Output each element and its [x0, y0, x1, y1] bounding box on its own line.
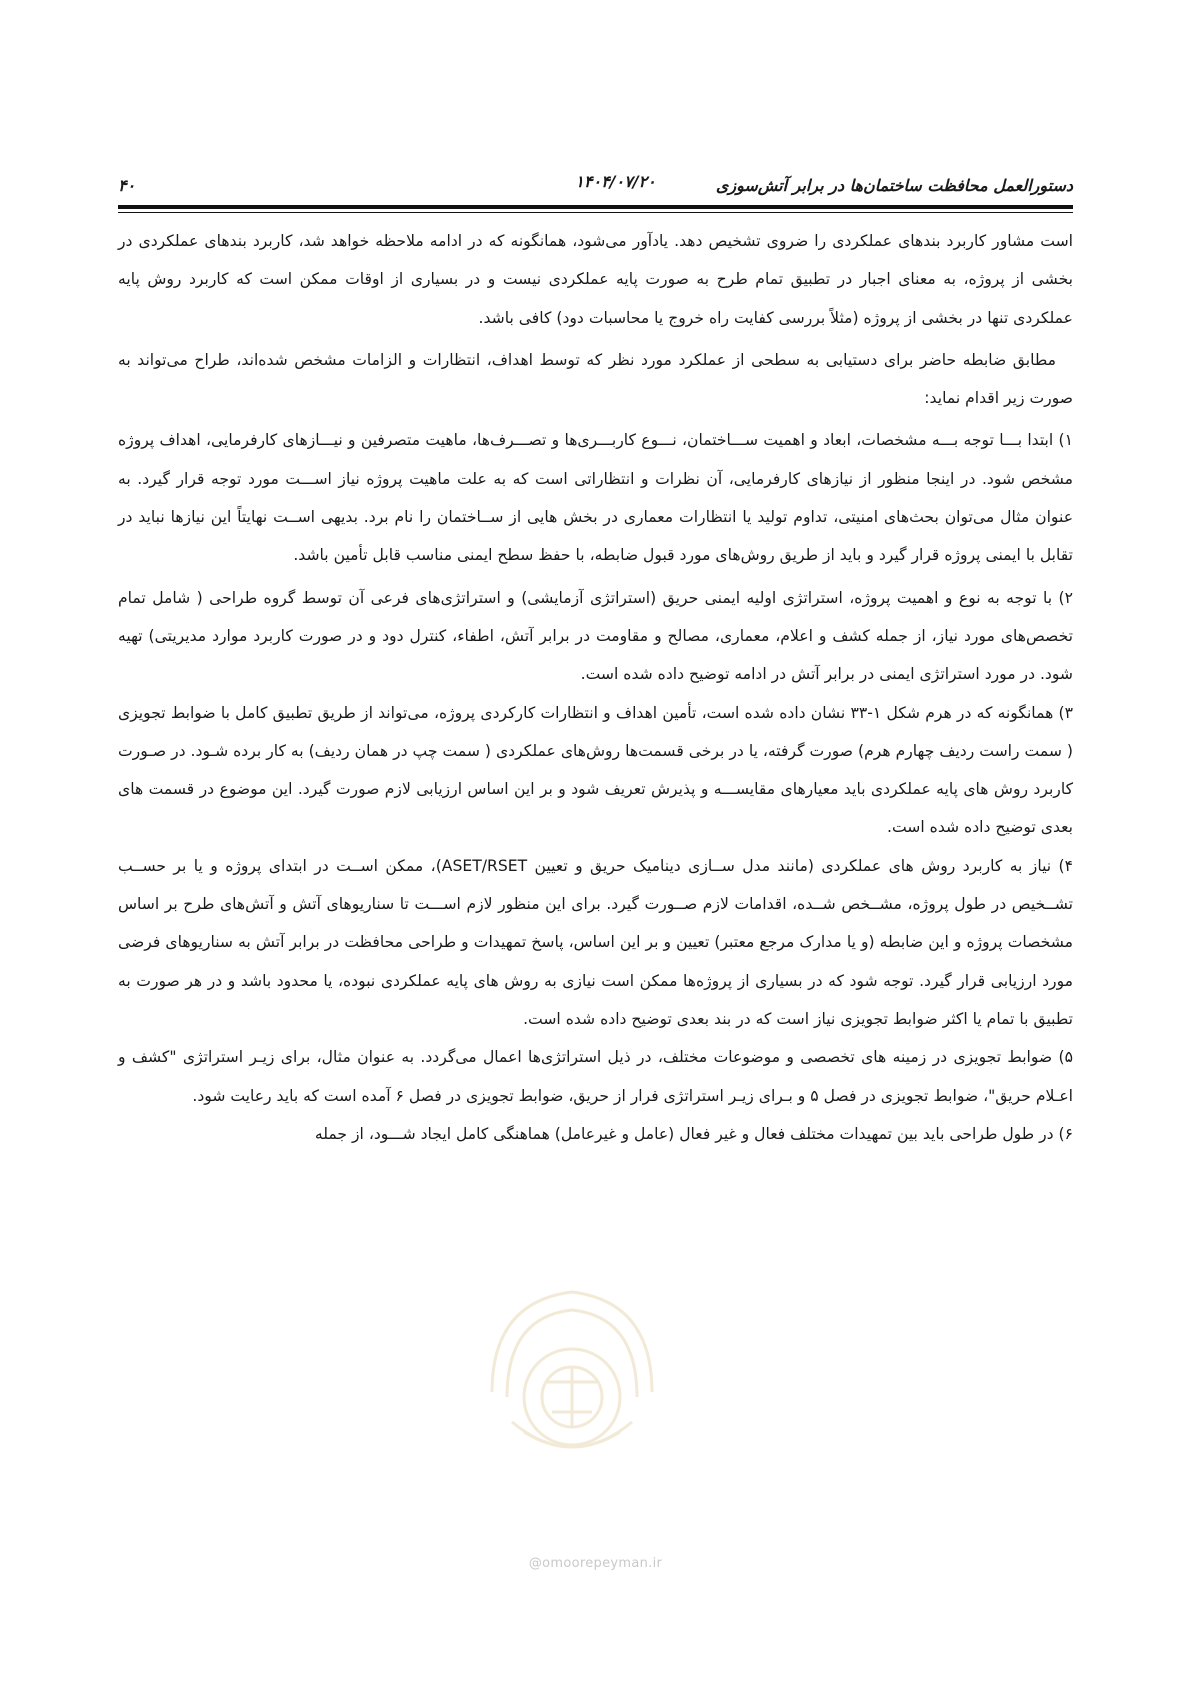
list-item: ۵) ضوابط تجویزی در زمینه های تخصصی و موضوعات مختلف، در ذیل استراتژی‌ها اعمال می‌گردد. به عنوان مثال، برای زیـر استراتژی "کشف و اعـلام حریق"، ضوابط تجویزی در فصل ۵ و بـرای زیـر استراتژی فرار از حریق، ضوابط تجویزی در فصل ۶ آمده است که باید رعایت شود. — [118, 1048, 1073, 1105]
list-item: ۴) نیاز به کاربرد روش های عملکردی (مانند مدل ســازی دینامیک حریق و تعیین ASET/RSET)، ممکن اســت در ابتدای پروژه و یا بر حســب تشــخیص در طول پروژه، مشــخص شــده، اقدامات لازم صــورت گیرد. برای این منظور لازم اســـت تا سناریوهای آتش و آتش‌های طرح بر اساس مشخصات پروژه و این ضابطه (و یا مدارک مرجع معتبر) تعیین و بر این اساس، پاسخ تمهیدات و طراحی محافظت در برابر آتش به سناریوهای فرضی مورد ارزیابی قرار گیرد. توجه شود که در بسیاری از پروژه‌ها ممکن است نیازی به روش های پایه عملکردی نبوده، یا محدود باشد و در هر صورت به تطبیق با تمام یا اکثر ضوابط تجویزی نیاز است که در بند بعدی توضیح داده شده است. — [118, 856, 1074, 1028]
header-title: دستورالعمل محافظت ساختمان‌ها در برابر آتش‌سوزی — [715, 176, 1073, 195]
list-item: ۲) با توجه به نوع و اهمیت پروژه، استراتژی اولیه ایمنی حریق (استراتژی آزمایشی) و استراتژی‌های فرعی آن توسط گروه طراحی ( شامل تمام تخصص‌های مورد نیاز، از جمله کشف و اعلام، معماری، مصالح و مقاومت در برابر آتش، اطفاء، کنترل دود و در صورت کاربرد موارد مدیریتی) تهیه شود. در مورد استراتژی ایمنی در برابر آتش در ادامه توضیح داده شده است. — [118, 588, 1073, 684]
header-rule — [118, 205, 1073, 209]
list-item: ۳) همانگونه که در هرم شکل ۱-۳۳ نشان داده شده است، تأمین اهداف و انتظارات کارکردی پروژه، می‌تواند از طریق تطبیق کامل با ضوابط تجویزی ( سمت راست ردیف چهارم هرم) صورت گرفته، یا در برخی قسمت‌ها روش‌های عملکردی ( سمت چپ در همان ردیف) به کار برده شـود. در صـورت کاربرد روش های پایه عملکردی باید معیارهای مقایســـه و پذیرش تعریف شود و بر این اساس ارزیابی لازم صورت گیرد. این موضوع در قسمت های بعدی توضیح داده شده است. — [118, 703, 1073, 837]
paragraph: است مشاور کاربرد بندهای عملکردی را ضروی تشخیص دهد. یادآور می‌شود، همانگونه که در ادامه ملاحظه خواهد شد، کاربرد بندهای عملکردی در بخشی از پروژه، به معنای اجبار در تطبیق تمام طرح به صورت پایه عملکردی نیست و در بسیاری از اوقات ممکن است که کاربرد روش پایه عملکردی تنها در بخشی از پروژه (مثلاً بررسی کفایت راه خروج یا محاسبات دود) کافی باشد. — [118, 232, 1073, 327]
paragraph: مطابق ضابطه حاضر برای دستیابی به سطحی از عملکرد مورد نظر که توسط اهداف، انتظارات و الزامات مشخص شده‌اند، طراح می‌تواند به صورت زیر اقدام نماید: — [118, 350, 1073, 408]
page-number: ۴۰ — [118, 176, 136, 195]
page-header — [118, 168, 1073, 204]
body-text — [118, 222, 1073, 1153]
list-item: ۶) در طول طراحی باید بین تمهیدات مختلف فعال و غیر فعال (عامل و غیرعامل) هماهنگی کامل ایجاد شـــود، از جمله — [314, 1124, 1073, 1143]
header-date: ۱۴۰۴/۰۷/۲۰ — [575, 172, 656, 191]
list-item: ۱) ابتدا بـــا توجه بـــه مشخصات، ابعاد و اهمیت ســـاختمان، نـــوع کاربـــری‌ها و تصـــرف‌ها، ماهیت متصرفین و نیـــازهای کارفرمایی، اهداف پروژه مشخص شود. در اینجا منظور از نیازهای کارفرمایی، آن نظرات و انتظاراتی است که به علت ماهیت پروژه نیاز اســـت مورد توجه قرار گیرد. به عنوان مثال می‌توان بحث‌های امنیتی، تداوم تولید یا انتظارات معماری در بخش هایی از ســاختمان را نام برد. بدیهی اســت نهایتاً این نیازها نباید در تقابل با ایمنی پروژه قرار گیرد و باید از طریق روش‌های مورد قبول ضابطه، با حفظ سطح ایمنی مناسب قابل تأمین باشد. — [118, 431, 1073, 565]
watermark-seal-icon — [452, 1272, 692, 1482]
watermark-url: @omoorepeyman.ir — [528, 1556, 663, 1571]
